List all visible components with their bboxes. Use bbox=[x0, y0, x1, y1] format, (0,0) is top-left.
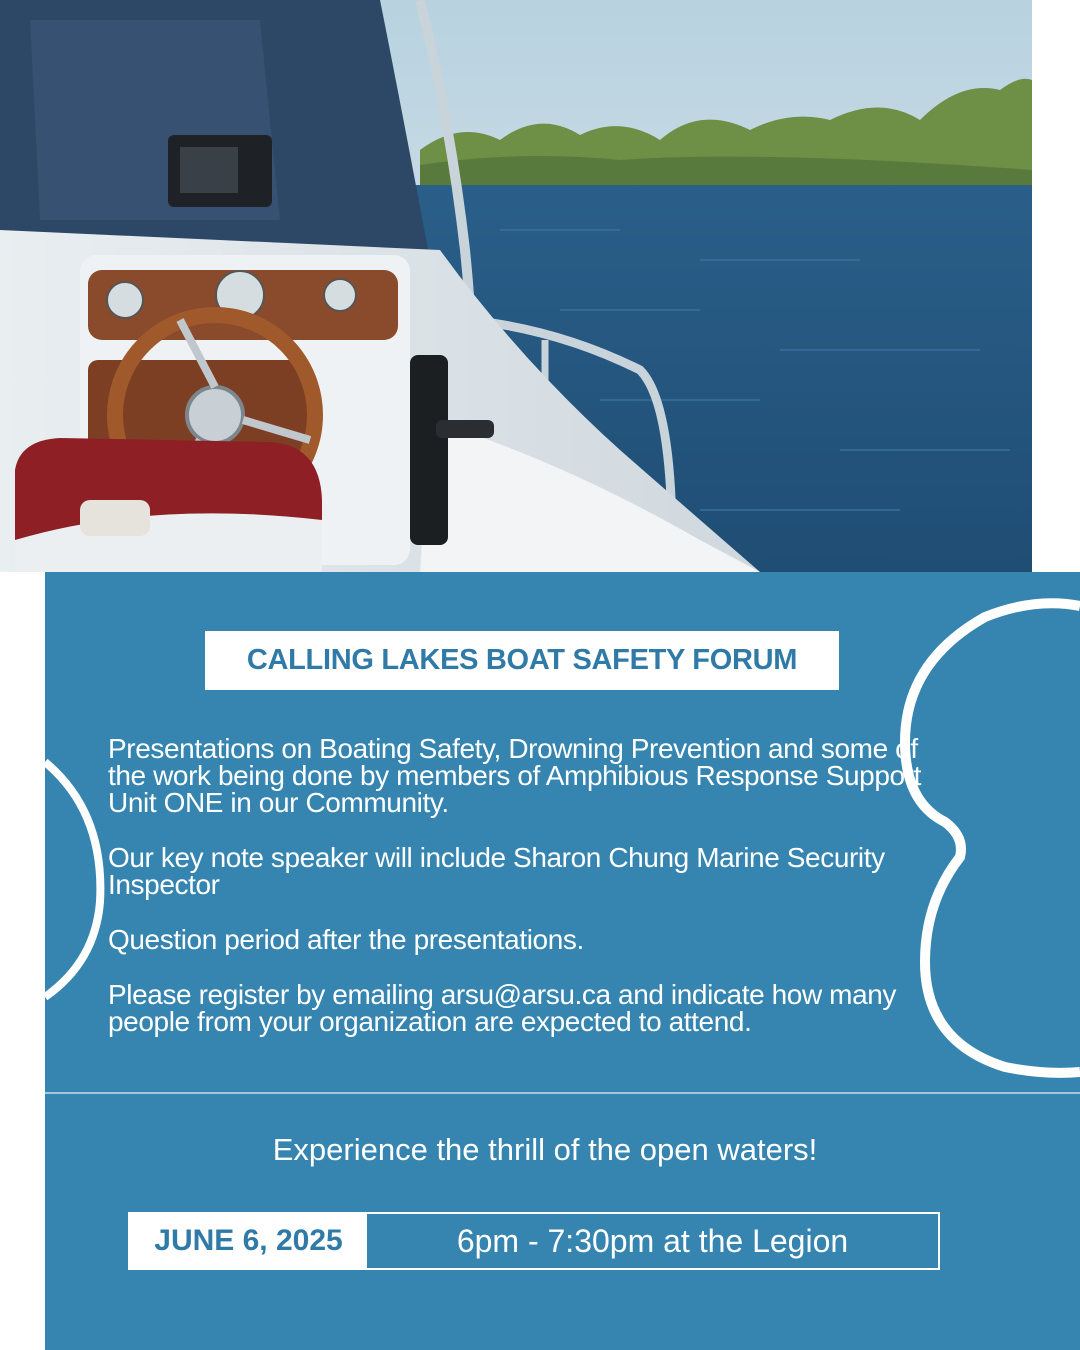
speaker-paragraph: Our key note speaker will include Sharon Chung Marine Security Inspector bbox=[108, 842, 885, 900]
boat-photo bbox=[0, 0, 1032, 572]
event-date: JUNE 6, 2025 bbox=[130, 1214, 367, 1268]
page-title: CALLING LAKES BOAT SAFETY FORUM bbox=[246, 644, 798, 676]
divider bbox=[45, 1092, 1080, 1094]
register-paragraph: Please register by emailing arsu@arsu.ca and indicate how many people from your organization are expected to attend. bbox=[108, 979, 897, 1037]
event-details bbox=[128, 1212, 940, 1270]
event-time-location: 6pm - 7:30pm at the Legion bbox=[456, 1222, 849, 1259]
question-paragraph: Question period after the presentations. bbox=[108, 924, 584, 955]
description-paragraph: Presentations on Boating Safety, Drowning Prevention and some of the work being done by members of Amphibious Response Support Unit ONE in our Community. bbox=[108, 733, 921, 818]
tagline: Experience the thrill of the open waters! bbox=[272, 1132, 818, 1167]
boat-photo-icon bbox=[0, 0, 1032, 572]
description bbox=[108, 735, 928, 1035]
info-panel bbox=[45, 572, 1080, 1350]
title-box bbox=[205, 631, 839, 690]
